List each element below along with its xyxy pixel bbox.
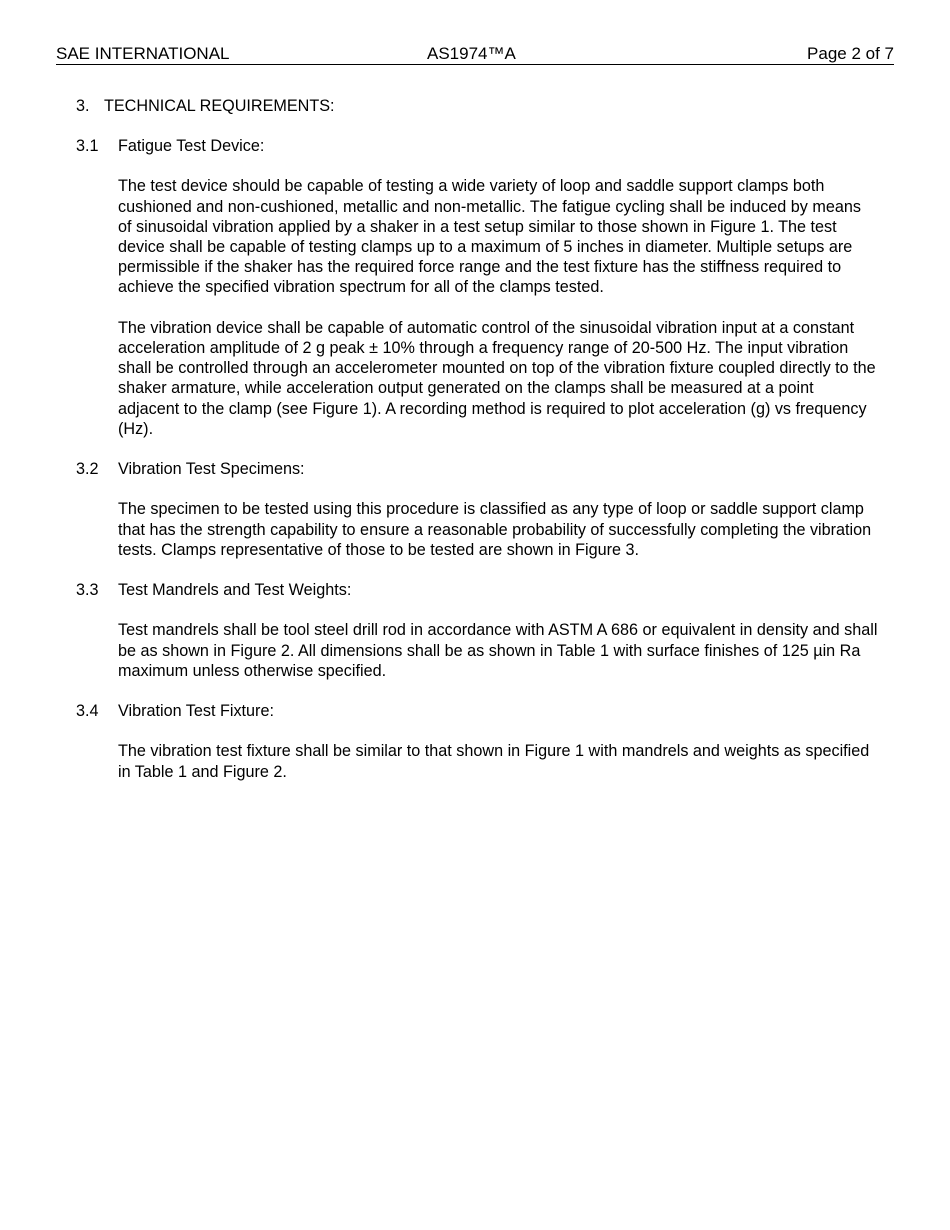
paragraph: The vibration test fixture shall be similar to that shown in Figure 1 with mandrels and weights as specified in Table 1 and Figure 2.: [118, 742, 870, 781]
subsection-title: Vibration Test Specimens:: [118, 460, 305, 479]
paragraph: The vibration device shall be capable of automatic control of the sinusoidal vibration input at a constant acceleration amplitude of 2 g peak ± 10% through a frequency range of 20-500 Hz. The input vibration shall be controlled through an accelerometer mounted on top of the vibration fixture coupled directly to the shaker armature, while acceleration output generated on the clamps shall be measured at a point adjacent to the clamp (see Figure 1). A recording method is required to plot acceleration (g) vs frequency (Hz).: [118, 318, 876, 438]
subsection-heading-3-1: [76, 136, 876, 156]
section-heading: [76, 96, 876, 116]
header-page-number: Page 2 of 7: [807, 44, 894, 63]
paragraph: The test device should be capable of testing a wide variety of loop and saddle support clamps both cushioned and non-cushioned, metallic and non-metallic. The fatigue cycling shall be induced by means of sinusoidal vibration applied by a shaker in a test setup similar to those shown in Figure 1. The test device shall be capable of testing clamps up to a maximum of 5 inches in diameter. Multiple setups are permissible if the shaker has the required force range and the test fixture has the stiffness required to achieve the specified vibration spectrum for all of the clamps tested.: [118, 177, 861, 297]
subsection-heading-3-3: [76, 580, 876, 600]
paragraph: The specimen to be tested using this procedure is classified as any type of loop or saddle support clamp that has the strength capability to ensure a reasonable probability of successfully completing the vibration tests. Clamps representative of those to be tested are shown in Figure 3.: [118, 500, 872, 559]
section-number: 3.: [76, 97, 90, 115]
subsection-heading-3-2: [76, 459, 876, 479]
header-document-number: AS1974™A: [427, 44, 516, 63]
section-title: TECHNICAL REQUIREMENTS:: [104, 97, 335, 115]
document-body: [76, 96, 876, 782]
subsection-title: Vibration Test Fixture:: [118, 702, 274, 721]
page-header: [56, 44, 894, 65]
subsection-number: 3.3: [76, 581, 99, 600]
subsection-number: 3.2: [76, 460, 99, 479]
header-organization: SAE INTERNATIONAL: [56, 44, 230, 63]
paragraph: Test mandrels shall be tool steel drill rod in accordance with ASTM A 686 or equivalent in density and shall be as shown in Figure 2. All dimensions shall be as shown in Table 1 with surface finishes of 125 µin Ra maximum unless otherwise specified.: [118, 621, 878, 680]
subsection-number: 3.4: [76, 702, 99, 721]
subsection-heading-3-4: [76, 701, 876, 721]
subsection-number: 3.1: [76, 137, 99, 156]
subsection-title: Fatigue Test Device:: [118, 137, 265, 156]
subsection-title: Test Mandrels and Test Weights:: [118, 581, 352, 600]
